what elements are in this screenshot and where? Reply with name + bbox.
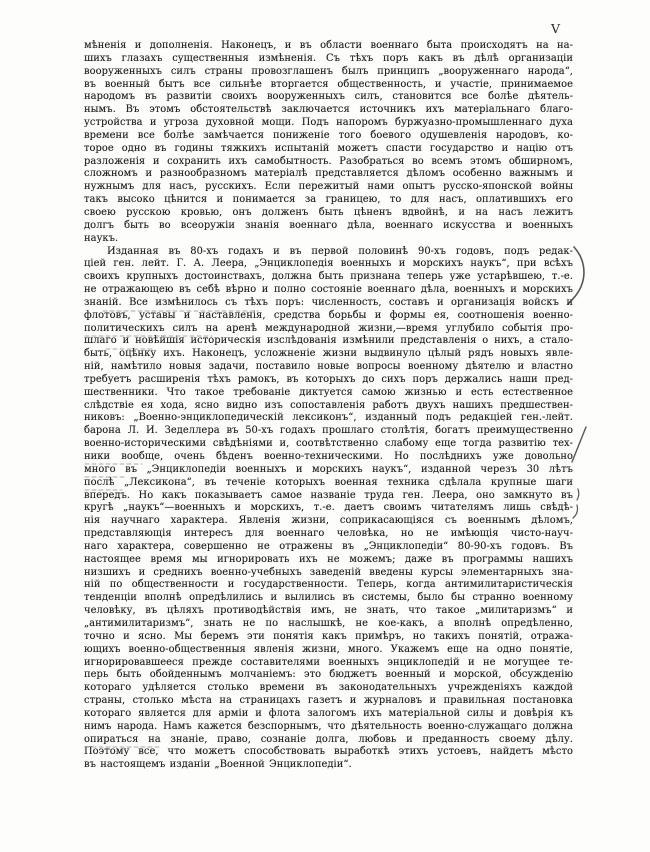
text-line: торое одно въ годины тяжкихъ испытаній можетъ спасти государство и націю отъ: [84, 142, 573, 154]
text-line: тенденціи вполнѣ опредѣлились и вылились въ системы, было бы странно военному: [84, 592, 573, 604]
text-line: игнорировавшееся прежде составителями военныхъ энциклопедій и не могущее те-: [84, 656, 573, 668]
text-line: флотовъ, уставы и наставленія, средства борьбы и формы ея, соотношенія военно-: [84, 309, 573, 321]
text-line: мѣненія и дополненія. Наконецъ, и въ области военнаго быта происходятъ на на-: [84, 40, 573, 51]
text-line: вооруженныхъ силъ страны провозглашенъ былъ принципъ „вооруженнаго народа“,: [84, 65, 573, 77]
text-line: никовъ: „Военно-энциклопедическій лексиконъ“, изданный подъ редакціей ген.-лейт.: [84, 412, 573, 424]
text-line: Поэтому все, что можетъ способствовать выработкѣ этихъ устоевъ, найдетъ мѣсто: [84, 746, 573, 758]
text-line: настоящее время мы игнорировать ихъ не можемъ; даже въ программы нашихъ: [84, 553, 573, 565]
pencil-stroke: [572, 427, 586, 462]
text-line: шественники. Что такое требованіе диктуется самою жизнью и есть естественное: [84, 386, 573, 398]
text-line: военно-историческими свѣдѣніями и, соотвѣтственно слабому еще тогда развитію тех-: [84, 438, 573, 450]
text-line: низшихъ и среднихъ военно-учебныхъ заведеній введены курсы элементарныхъ зна-: [84, 566, 573, 578]
text-line: нія научнаго характера. Явленія жизни, соприкасающіяся съ военнымъ дѣломъ,: [84, 515, 573, 527]
text-line: опираться на знаніе, право, сознаніе долга, любовь и преданность своему дѣлу.: [84, 733, 573, 745]
text-line: человѣку, въ цѣляхъ противодѣйствія имъ, не знать, что такое „милитаризмъ“ и: [84, 605, 573, 617]
text-line: въ военный бытъ все сильнѣе вторгается общественность, и участіе, принимаемое: [84, 78, 573, 90]
pencil-stroke: [577, 489, 579, 500]
text-line: „антимилитаризмъ“, знать не по наслышкѣ, не кое-какъ, а вполнѣ опредѣленно,: [84, 617, 573, 629]
text-line: впередъ. Но какъ показываетъ самое названіе труда ген. Леера, оно замкнуто въ: [84, 489, 573, 501]
text-line: ціей ген. лейт. Г. А. Леера, „Энциклопедія военныхъ и морскихъ наукъ“, при всѣхъ: [84, 258, 573, 270]
text-line: сложномъ и разнообразномъ матеріалѣ представляется дѣломъ особенно важнымъ и: [84, 168, 573, 180]
text-line: времени все болѣе замѣчается пониженіе того боевого одушевленія народовъ, ко-: [84, 129, 573, 141]
text-line: такъ высоко цѣнится и понимается за границею, то для насъ, оплатившихъ его: [84, 194, 573, 206]
text-line: быть, оцѣнку ихъ. Наконецъ, усложненіе жизни выдвинуло цѣлый рядъ новыхъ явле-: [84, 348, 573, 360]
text-line: нимъ народа. Намъ кажется безспорнымъ, что дѣятельность военно-служащаго должна: [84, 720, 573, 732]
text-line: политическихъ силъ на аренѣ международной жизни,—время углубило событія про-: [84, 322, 573, 334]
text-line: послѣ „Лексикона“, въ теченіе которыхъ военная техника сдѣлала крупные шаги: [84, 476, 573, 488]
text-line: требуетъ расширенія тѣхъ рамокъ, въ которыхъ до сихъ поръ держались наши пред-: [84, 373, 573, 385]
text-line: долгъ быть во всеоружіи знанія военнаго дѣла, военнаго искусства и военныхъ: [84, 219, 573, 231]
paragraph: [84, 40, 573, 246]
text-line: ній по общественности и государственности. Теперь, когда антимилитаристическія: [84, 579, 573, 591]
text-line: котораго является для арміи и флота залогомъ ихъ матеріальной силы и довѣрія къ: [84, 707, 573, 719]
text-line: слѣдствіе ея хода, ясно видно изъ сопоставленія работъ двухъ нашихъ предшествен-: [84, 399, 573, 411]
text-line: представляющія интересъ для военнаго человѣка, но не имѣющія чисто-науч-: [84, 528, 573, 540]
text-line: своею русскою кровью, онъ долженъ быть цѣненъ вдвойнѣ, и на насъ лежитъ: [84, 206, 573, 218]
text-line: ники вообще, очень бѣденъ военно-техническими. Но послѣднихъ уже довольно: [84, 451, 573, 462]
text-line: барона Л. И. Зеделлера въ 50-хъ годахъ прошлаго столѣтія, богатъ преимущественно: [84, 425, 573, 437]
page-number: V: [551, 21, 561, 36]
text-line: въ настоящемъ изданіи „Военной Энциклопедіи“.: [84, 759, 352, 771]
text-line: наго характера, совершенно не отражены въ „Энциклопедіи“ 80-90-хъ годовъ. Въ: [84, 540, 573, 552]
text-line: нымъ. Въ этомъ обстоятельствѣ заключается источникъ ихъ матеріальнаго благо-: [84, 104, 573, 116]
text-line: перь быть обойденнымъ молчаніемъ: это бюджетъ военный и морской, обсужденію: [84, 669, 573, 681]
text-line: не отражающею въ себѣ вѣрно и полно состояніе военнаго дѣла, военныхъ и морскихъ: [84, 284, 573, 296]
body-text: [84, 40, 573, 772]
text-line: шихъ глазахъ существенныя измѣненія. Съ тѣхъ поръ какъ въ дѣлѣ организаціи: [84, 52, 573, 64]
text-line: кругѣ „наукъ“—военныхъ и морскихъ, т.-е. даетъ своимъ читателямъ лишь свѣдѣ-: [84, 502, 573, 514]
text-line: знаній. Все измѣнилось съ тѣхъ поръ: численность, составъ и организація войскъ и: [84, 296, 573, 308]
pencil-stroke: [573, 505, 578, 518]
text-line: своихъ крупныхъ достоинствахъ, должна быть признана теперь уже устарѣвшею, т.-е.: [84, 271, 573, 283]
text-line: Изданная въ 80-хъ годахъ и въ первой половинѣ 90-хъ годовъ, подъ редак-: [107, 245, 573, 257]
text-line: много въ „Энциклопедіи военныхъ и морскихъ наукъ“, изданной черезъ 30 лѣтъ: [84, 463, 573, 475]
text-line: наукъ.: [84, 232, 119, 244]
text-line: ній, намѣтило новыя задачи, поставило новые вопросы военному дѣятелю и властно: [84, 361, 573, 373]
text-line: шлаго и новѣйшія историческія изслѣдованія измѣнили представленія о нихъ, а стало-: [84, 335, 573, 347]
text-line: котораго удѣляется столько времени въ законодательныхъ учрежденіяхъ каждой: [84, 682, 573, 694]
text-line: страны, столько мѣста на страницахъ газетъ и журналовъ и правильная постановка: [84, 695, 573, 707]
text-line: точно и ясно. Мы беремъ эти понятія какъ примѣръ, но такихъ понятій, отража-: [84, 630, 573, 642]
text-line: народомъ въ развитіи своихъ вооруженныхъ силъ, становится все болѣе дѣятель-: [84, 91, 573, 103]
text-line: ющихъ военно-общественныя явленія жизни, много. Укажемъ еще на одно понятіе,: [84, 643, 573, 655]
text-line: устройства и угроза духовной мощи. Подъ напоромъ буржуазно-промышленнаго духа: [84, 117, 573, 129]
text-line: нужнымъ для насъ, русскихъ. Если пережитый нами опытъ русско-японской войны: [84, 181, 573, 193]
paragraph: [84, 246, 573, 773]
text-line: разложенія и сохранить ихъ самобытность. Разобраться во всемъ этомъ обширномъ,: [84, 155, 573, 167]
